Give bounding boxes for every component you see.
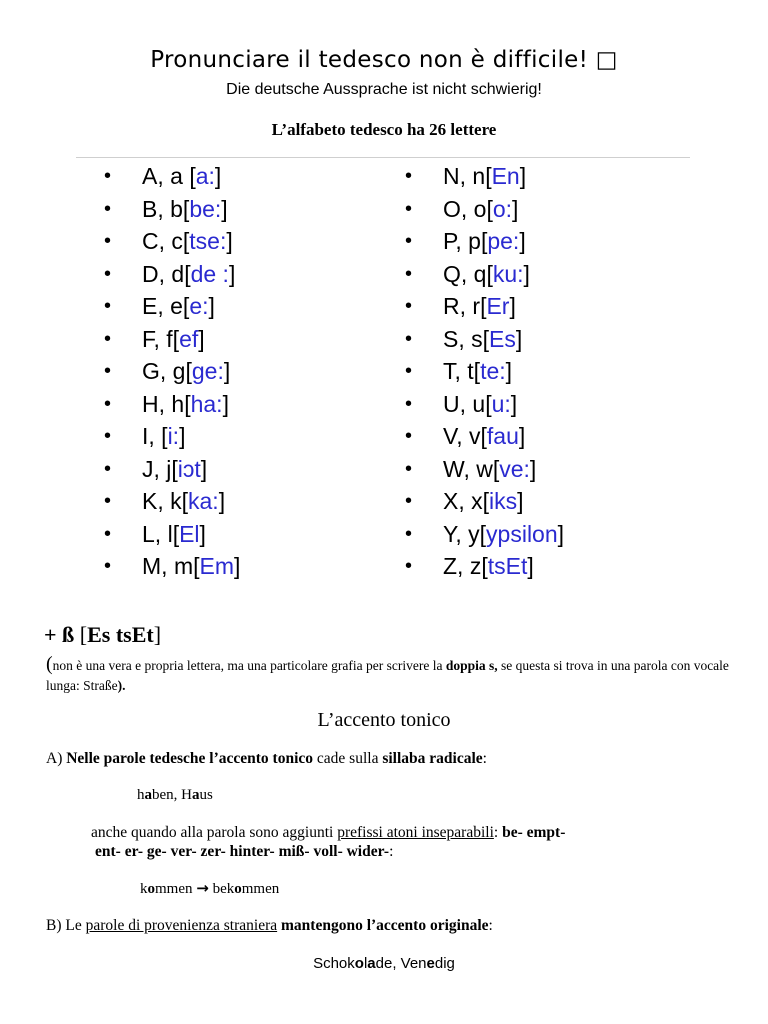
letter-pair: S, s [443, 325, 483, 352]
ipa-bracket-close: ] [200, 455, 208, 482]
alphabet-entry [443, 225, 526, 258]
letter-pair: J, j [142, 455, 172, 482]
prefix-text-2: : [493, 824, 503, 841]
bullet-icon: • [405, 262, 413, 285]
ipa-bracket-open: [ [161, 423, 168, 449]
bullet-icon: • [405, 327, 413, 350]
eszett-line [44, 622, 161, 648]
alphabet-entry [443, 453, 536, 486]
ipa-pronunciation: u: [491, 390, 511, 417]
ipa-pronunciation: ve: [499, 455, 530, 482]
ipa-pronunciation: ha: [190, 390, 223, 417]
bullet-icon: • [104, 522, 112, 545]
ipa-bracket-close: ] [208, 293, 215, 319]
ipa-pronunciation: tse: [189, 228, 227, 254]
letter-pair: B, b [142, 195, 183, 222]
ipa-bracket-close: ] [527, 553, 534, 579]
ipa-bracket-open: [ [172, 325, 180, 352]
rule-a-bold-1: Nelle parole tedesche l’ [66, 750, 219, 767]
ipa-bracket-close: ] [519, 163, 527, 189]
ipa-pronunciation: Es [489, 325, 516, 352]
letter-pair: K, k [142, 488, 182, 514]
bullet-icon: • [405, 392, 413, 415]
ipa-bracket-open: [ [182, 293, 190, 319]
rule-a-bold-2: accento tonico [218, 750, 314, 767]
alphabet-heading: L’alfabeto tedesco ha 26 lettere [271, 120, 497, 139]
bullet-icon: • [104, 262, 112, 285]
ipa-pronunciation: fau [486, 423, 519, 449]
ipa-bracket-open: [ [492, 455, 500, 482]
alphabet-entry [443, 355, 512, 388]
kommen-stress: o [147, 881, 155, 897]
note-text-2: se questa si trova in una parola con vocale lunga: Straße [46, 658, 729, 693]
bullet-icon: • [405, 360, 413, 382]
ipa-bracket-open: [ [486, 260, 493, 287]
ipa-bracket-close: ] [505, 358, 513, 384]
bullet-icon: • [104, 392, 112, 415]
ipa-bracket-close: ] [519, 228, 526, 254]
ipa-bracket-open: [ [480, 293, 487, 319]
ipa-bracket-close: ] [510, 390, 518, 417]
bullet-icon: • [104, 295, 112, 317]
example-b-part: Schok [313, 955, 355, 972]
bullet-icon: • [104, 230, 112, 252]
ipa-bracket-open: [ [171, 455, 178, 482]
eszett-bracket-open: [ [79, 622, 88, 647]
ipa-bracket-close: ] [518, 423, 526, 449]
alphabet-entry [443, 485, 524, 518]
alphabet-entry [443, 388, 517, 421]
ipa-bracket-close: ] [515, 325, 523, 352]
ipa-bracket-open: [ [480, 423, 487, 449]
rule-b-text-2: : [488, 917, 493, 934]
alphabet-entry [443, 518, 564, 551]
eszett-value: Es tsEt [87, 622, 154, 647]
letter-pair: R, r [443, 293, 481, 319]
kommen-stress: o [234, 881, 242, 897]
rule-b-bold: mantengono l’accento originale [281, 917, 489, 934]
ipa-bracket-close: ] [223, 358, 231, 384]
ipa-pronunciation: ka: [188, 488, 219, 514]
letter-pair: V, v [443, 423, 481, 449]
example-a-part: ben, H [152, 787, 192, 803]
ipa-bracket-open: [ [479, 520, 487, 547]
rule-b [46, 917, 493, 935]
note-bold: doppia s, [445, 658, 498, 673]
ipa-bracket-close: ] [221, 195, 228, 222]
prefix-bold-2: ent- er- ge- ver- zer- hinter- miß- voll- wider- [95, 843, 390, 860]
bullet-icon: • [405, 490, 413, 512]
letter-pair: A, a [142, 163, 190, 189]
ipa-bracket-open: [ [184, 390, 191, 417]
ipa-bracket-close: ] [214, 163, 222, 189]
letter-pair: I, [142, 423, 162, 449]
alphabet-entry [142, 225, 233, 258]
divider [76, 157, 690, 158]
ipa-bracket-open: [ [486, 195, 493, 222]
ipa-pronunciation: tsEt [487, 553, 528, 579]
ipa-pronunciation: Em [199, 553, 234, 579]
ipa-bracket-close: ] [557, 520, 565, 547]
alphabet-entry [142, 290, 215, 323]
prefix-text-3: : [389, 843, 394, 860]
letter-pair: F, f [142, 325, 173, 352]
ipa-pronunciation: te: [480, 358, 506, 384]
bullet-icon: • [405, 555, 413, 577]
note-close: ). [117, 678, 126, 693]
bullet-icon: • [405, 522, 413, 545]
prefix-underlined: prefissi atoni inseparabili [337, 824, 494, 841]
letter-pair: O, o [443, 195, 487, 222]
example-b [0, 955, 768, 972]
bullet-icon: • [104, 457, 112, 480]
rule-a-text-2: : [482, 750, 487, 767]
ipa-bracket-open: [ [184, 260, 191, 287]
alphabet-entry [142, 550, 240, 583]
letter-pair: N, n [443, 163, 486, 189]
letter-pair: P, p [443, 228, 481, 254]
ipa-pronunciation: En [491, 163, 520, 189]
letter-pair: W, w [443, 455, 493, 482]
rule-a [46, 750, 487, 768]
page-title: Pronunciare il tedesco non è difficile! □ [150, 47, 618, 73]
ipa-bracket-open: [ [189, 163, 196, 189]
letter-pair: D, d [142, 260, 185, 287]
bullet-icon: • [104, 327, 112, 350]
bullet-icon: • [104, 555, 112, 577]
ipa-pronunciation: i: [167, 423, 180, 449]
ipa-pronunciation: ef [179, 325, 199, 352]
letter-pair: E, e [142, 293, 183, 319]
example-b-part: dig [434, 955, 455, 972]
ipa-bracket-close: ] [234, 553, 241, 579]
ipa-bracket-close: ] [199, 520, 206, 547]
ipa-pronunciation: be: [189, 195, 222, 222]
kommen-part: k [140, 881, 148, 897]
rule-b-label: B) Le [46, 917, 86, 934]
page-subtitle: Die deutsche Aussprache ist nicht schwierig! [226, 81, 542, 98]
ipa-pronunciation: pe: [487, 228, 520, 254]
bullet-icon: • [405, 295, 413, 317]
ipa-bracket-close: ] [523, 260, 530, 287]
arrow-icon: → [196, 879, 209, 897]
ipa-bracket-close: ] [512, 195, 519, 222]
ipa-bracket-close: ] [517, 488, 524, 514]
ipa-bracket-open: [ [485, 163, 492, 189]
prefix-text-1: anche quando alla parola sono aggiunti [91, 824, 338, 841]
ipa-pronunciation: a: [195, 163, 215, 189]
note-text-1: non è una vera e propria lettera, ma una particolare grafia per scrivere la [52, 658, 446, 673]
alphabet-entry [443, 290, 516, 323]
ipa-pronunciation: iɔt [177, 455, 201, 482]
example-a-stress: a [192, 787, 200, 803]
ipa-pronunciation: El [179, 520, 200, 547]
bullet-icon: • [104, 360, 112, 382]
alphabet-entry [142, 355, 230, 388]
alphabet-entry [142, 485, 225, 518]
letter-pair: U, u [443, 390, 486, 417]
ipa-bracket-open: [ [172, 520, 180, 547]
alphabet-entry [142, 258, 235, 291]
letter-pair: H, h [142, 390, 185, 417]
example-a-part: us [199, 787, 213, 803]
example-b-part: de, Ven [375, 955, 427, 972]
example-a-part: h [137, 787, 145, 803]
eszett-note [46, 654, 736, 696]
letter-pair: L, l [142, 520, 173, 547]
ipa-bracket-open: [ [182, 228, 190, 254]
ipa-bracket-open: [ [480, 228, 488, 254]
letter-pair: Q, q [443, 260, 487, 287]
ipa-pronunciation: e: [189, 293, 209, 319]
bullet-icon: • [104, 425, 112, 447]
ipa-pronunciation: ypsilon [486, 520, 558, 547]
alphabet-entry [443, 160, 526, 193]
alphabet-entry [443, 550, 534, 583]
ipa-bracket-open: [ [481, 553, 488, 579]
bullet-icon: • [405, 165, 413, 187]
example-a-stress: a [144, 787, 152, 803]
ipa-pronunciation: o: [492, 195, 513, 222]
ipa-bracket-close: ] [529, 455, 537, 482]
letter-pair: M, m [142, 553, 194, 579]
ipa-bracket-open: [ [482, 488, 490, 514]
alphabet-entry [443, 420, 525, 453]
alphabet-entry [142, 518, 206, 551]
letter-pair: C, c [142, 228, 183, 254]
alphabet-entry [142, 453, 207, 486]
ipa-bracket-open: [ [473, 358, 481, 384]
ipa-pronunciation: Er [486, 293, 510, 319]
example-kommen [140, 879, 279, 898]
letter-pair: G, g [142, 358, 186, 384]
alphabet-entry [142, 420, 185, 453]
prefix-line-1 [91, 824, 565, 842]
ipa-bracket-open: [ [485, 390, 492, 417]
alphabet-entry [142, 323, 205, 356]
kommen-part: bek [208, 881, 235, 897]
kommen-part: mmen [155, 881, 197, 897]
bullet-icon: • [405, 230, 413, 252]
ipa-bracket-close: ] [198, 325, 205, 352]
alphabet-entry [142, 388, 229, 421]
prefix-line-2 [95, 843, 393, 861]
bullet-icon: • [405, 197, 413, 220]
ipa-pronunciation: ku: [492, 260, 524, 287]
ipa-bracket-open: [ [181, 488, 189, 514]
rule-b-underlined: parole di provenienza straniera [85, 917, 278, 934]
alphabet-entry [142, 160, 221, 193]
example-b-part: l [363, 955, 368, 972]
bullet-icon: • [104, 197, 112, 220]
bullet-icon: • [104, 165, 112, 187]
alphabet-entry [443, 258, 530, 291]
example-b-stress: a [367, 955, 376, 972]
alphabet-entry [142, 193, 228, 226]
bullet-icon: • [405, 425, 413, 447]
note-open-paren: ( [46, 653, 53, 675]
ipa-bracket-open: [ [193, 553, 200, 579]
rule-a-label: A) [46, 750, 67, 767]
rule-a-bold-3: sillaba radicale [382, 750, 483, 767]
ipa-bracket-open: [ [482, 325, 490, 352]
rule-a-text-1: cade sulla [313, 750, 383, 767]
letter-pair: Z, z [443, 553, 482, 579]
ipa-pronunciation: iks [489, 488, 518, 514]
bullet-icon: • [104, 490, 112, 512]
letter-pair: Y, y [443, 520, 480, 547]
ipa-bracket-close: ] [226, 228, 233, 254]
prefix-bold-1: be- empt- [502, 824, 566, 841]
ipa-bracket-open: [ [185, 358, 192, 384]
ipa-pronunciation: de : [190, 260, 229, 287]
ipa-bracket-close: ] [218, 488, 226, 514]
letter-pair: X, x [443, 488, 483, 514]
eszett-bracket-close: ] [153, 622, 162, 647]
ipa-bracket-close: ] [509, 293, 516, 319]
ipa-bracket-close: ] [222, 390, 229, 417]
ipa-bracket-close: ] [228, 260, 236, 287]
kommen-part: mmen [241, 881, 280, 897]
ipa-bracket-close: ] [179, 423, 186, 449]
accent-heading: L’accento tonico [317, 709, 451, 731]
example-b-stress: o [354, 955, 364, 972]
letter-pair: T, t [443, 358, 474, 384]
ipa-pronunciation: ge: [191, 358, 224, 384]
ipa-bracket-open: [ [182, 195, 190, 222]
eszett-prefix: + ß [44, 622, 80, 647]
bullet-icon: • [405, 457, 413, 480]
alphabet-entry [443, 193, 518, 226]
example-a [137, 787, 213, 804]
alphabet-entry [443, 323, 522, 356]
example-b-stress: e [426, 955, 435, 972]
